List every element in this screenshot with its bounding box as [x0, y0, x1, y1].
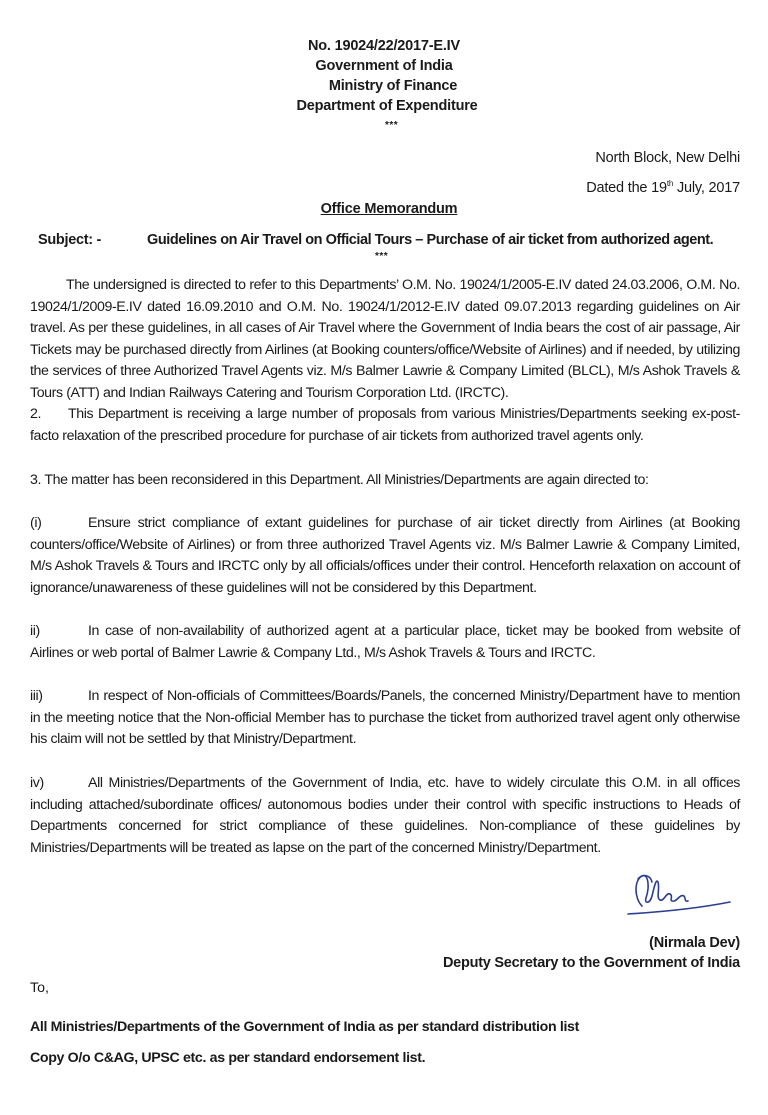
directive-marker: iv) — [30, 775, 44, 791]
department-name: Department of Expenditure — [296, 98, 478, 114]
government-name: Government of India — [315, 58, 453, 74]
directive-marker: ii) — [30, 623, 40, 639]
paragraph-2-number: 2. — [30, 406, 42, 422]
file-number: No. 19024/22/2017-E.IV — [308, 38, 460, 54]
signature-icon — [620, 868, 740, 918]
date-superscript: th — [666, 179, 674, 188]
date-suffix: July, 2017 — [673, 179, 740, 196]
subject-label: Subject: - — [38, 232, 102, 248]
recipients: All Ministries/Departments of the Government of India as per standard distribution list — [30, 1019, 579, 1035]
ministry-name: Ministry of Finance — [328, 78, 458, 94]
subject-separator: *** — [375, 251, 389, 262]
directive-item-1 — [30, 513, 740, 599]
header-separator: *** — [385, 120, 399, 131]
directive-text: All Ministries/Departments of the Government of India, etc. have to widely circulate this O.M. in all offices including attached/subordinate offices/ autonomous bodies under their control with specific instructions to Heads of Departments concerned for strict compliance of these guidelines. Non-compliance of these guidelines by Ministries/Departments will be treated as lapse on the part of the concerned Ministry/Department. — [30, 775, 740, 856]
directive-text: Ensure strict compliance of extant guidelines for purchase of air ticket directly from Airlines (at Booking counters/office/Website of Airlines) or from three authorized Travel Agents viz. M/s Balmer Lawrie & Company Limited, M/s Ashok Travels & Tours and IRCTC only by all officials/offices under their control. Henceforth relaxation on account of ignorance/unawareness of these guidelines will not be considered by this Department. — [30, 515, 740, 596]
directive-marker: (i) — [30, 515, 42, 531]
directive-item-2 — [30, 621, 740, 664]
signatory-name: (Nirmala Dev) — [649, 935, 740, 951]
directive-text: In respect of Non-officials of Committees/Boards/Panels, the concerned Ministry/Department have to mention in the meeting notice that the Non-official Member has to purchase the ticket from authorized travel agent only otherwise his claim will not be settled by that Ministry/Department. — [30, 688, 740, 747]
date-line — [586, 179, 740, 196]
subject-text: Guidelines on Air Travel on Official Tours – Purchase of air ticket from authorized agent. — [147, 232, 714, 248]
directive-marker: iii) — [30, 688, 43, 704]
directive-item-4 — [30, 773, 740, 859]
paragraph-3: 3. The matter has been reconsidered in this Department. All Ministries/Departments are again directed to: — [30, 472, 649, 488]
date-prefix: Dated the 19 — [586, 179, 667, 196]
signatory-designation: Deputy Secretary to the Government of India — [442, 955, 740, 971]
paragraph-1: The undersigned is directed to refer to this Departments’ O.M. No. 19024/1/2005-E.IV dated 24.03.2006, O.M. No. 19024/1/2009-E.IV dated 16.09.2010 and O.M. No. 19024/1/2012-E.IV dated 09.07.2013 regarding guidelines on Air travel. As per these guidelines, in all cases of Air Travel where the Government of India bears the cost of air passage, Air Tickets may be purchased directly from Airlines (at Booking counters/office/Website of Airlines) and if needed, by utilizing the services of three Authorized Travel Agents viz. M/s Balmer Lawrie & Company Limited (BLCL), M/s Ashok Travels & Tours (ATT) and Indian Railways Catering and Tourism Corporation Ltd. (IRCTC). — [30, 277, 740, 401]
to-label: To, — [30, 980, 49, 996]
paragraph-2-text: This Department is receiving a large number of proposals from various Ministries/Departments seeking ex-post-facto relaxation of the prescribed procedure for purchase of air tickets from authorized travel agents only. — [30, 406, 740, 444]
document-title: Office Memorandum — [320, 201, 458, 217]
directive-item-3 — [30, 686, 740, 751]
directive-text: In case of non-availability of authorized agent at a particular place, ticket may be booked from website of Airlines or web portal of Balmer Lawrie & Company Ltd., M/s Ashok Travels & Tours and IRCTC. — [30, 623, 740, 661]
place: North Block, New Delhi — [595, 150, 740, 166]
copy-to: Copy O/o C&AG, UPSC etc. as per standard endorsement list. — [30, 1050, 426, 1066]
paragraph-2 — [30, 404, 740, 447]
